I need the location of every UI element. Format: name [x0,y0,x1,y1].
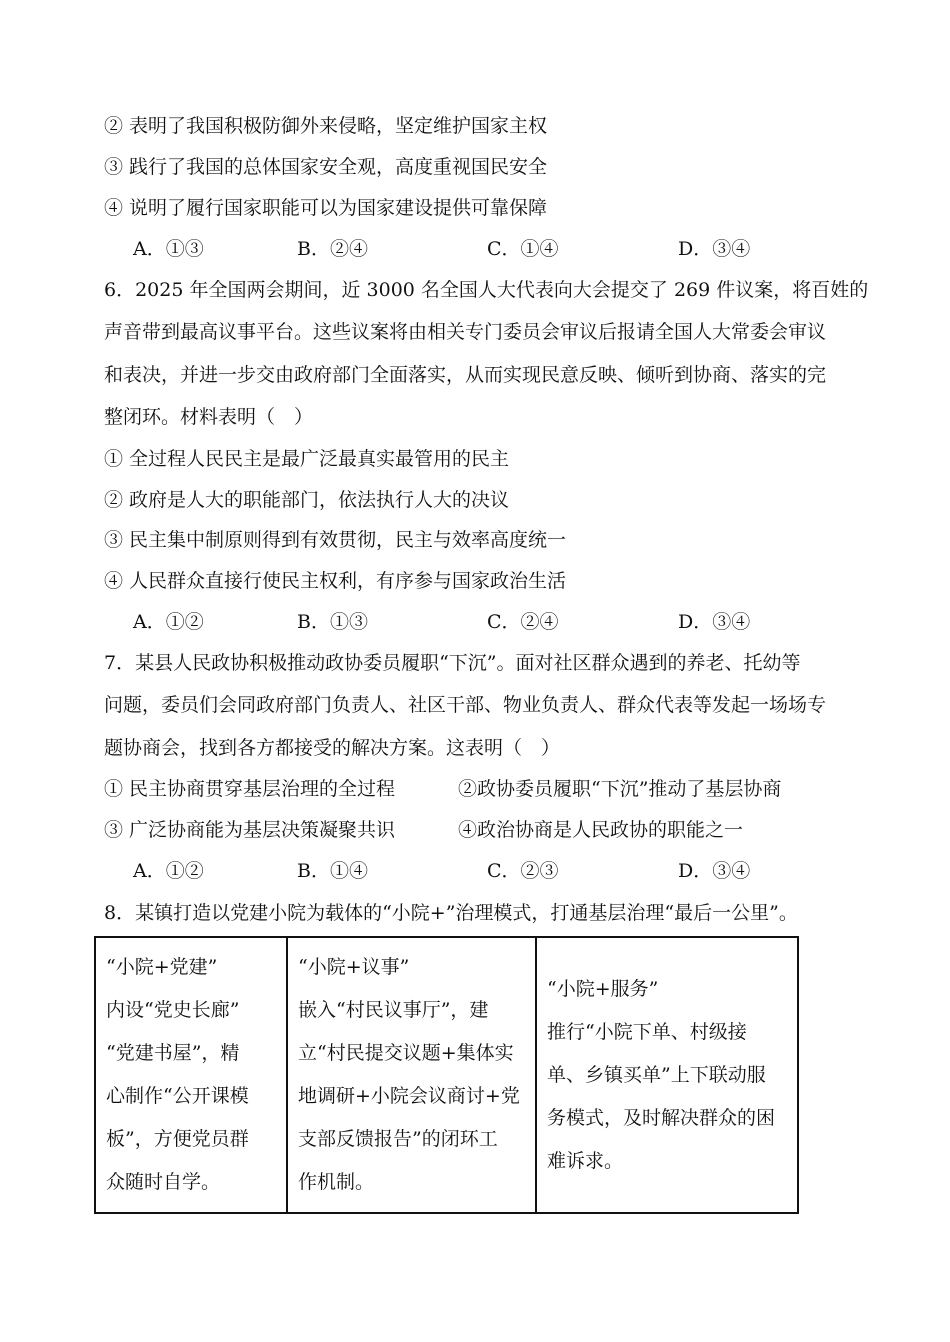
q8-table [94,936,799,1214]
q6-stem-line: 6．2025 年全国两会期间，近 3000 名全国人大代表向大会提交了 269 件议案，将百姓的 [104,279,869,301]
cell-line: 内设“党史长廊” [106,999,240,1021]
q5-statement-2: ② 表明了我国积极防御外来侵略，坚定维护国家主权 [104,115,548,137]
q7-statement-3: ③ 广泛协商能为基层决策凝聚共识 [104,819,396,841]
q7-option-a[interactable]: A．①② [133,860,204,882]
cell-line: “小院+党建” [106,956,218,978]
q6-stem-line: 声音带到最高议事平台。这些议案将由相关专门委员会审议后报请全国人大常委会审议 [104,321,827,343]
cell-line: 务模式，及时解决群众的困 [547,1106,776,1129]
q7-statement-2: ②政协委员履职“下沉”推动了基层协商 [458,778,782,800]
q6-statement-2: ② 政府是人大的职能部门，依法执行人大的决议 [104,489,510,511]
q8-stem: 8．某镇打造以党建小院为载体的“小院+”治理模式，打通基层治理“最后一公里”。 [104,902,798,924]
q7-statement-4: ④政治协商是人民政协的职能之一 [458,819,744,841]
q7-stem-line: 题协商会，找到各方都接受的解决方案。这表明（ ） [104,737,561,759]
table-cell-service [536,937,798,1213]
q6-stem-line: 和表决，并进一步交由政府部门全面落实，从而实现民意反映、倾听到协商、落实的完 [104,364,827,386]
q7-option-c[interactable]: C．②③ [487,860,559,882]
cell-line: 嵌入“村民议事厅”，建 [298,999,489,1021]
q5-statement-4: ④ 说明了履行国家职能可以为国家建设提供可靠保障 [104,197,548,219]
cell-line: 板”，方便党员群 [106,1128,249,1150]
table-row [95,937,798,1213]
q5-statement-3: ③ 践行了我国的总体国家安全观，高度重视国民安全 [104,156,548,178]
cell-line: 难诉求。 [547,1149,624,1172]
q7-option-b[interactable]: B．①④ [297,860,368,882]
q5-option-c[interactable]: C．①④ [487,238,559,260]
q6-statement-4: ④ 人民群众直接行使民主权利，有序参与国家政治生活 [104,570,567,592]
q6-statement-1: ① 全过程人民民主是最广泛最真实最管用的民主 [104,448,510,470]
cell-line: “小院+议事” [298,956,410,978]
q6-option-b[interactable]: B．①③ [297,611,368,633]
q7-stem-line: 问题，委员们会同政府部门负责人、社区干部、物业负责人、群众代表等发起一场场专 [104,694,827,716]
q5-option-d[interactable]: D．③④ [678,238,751,260]
q6-option-a[interactable]: A．①② [133,611,204,633]
q6-statement-3: ③ 民主集中制原则得到有效贯彻，民主与效率高度统一 [104,529,567,551]
cell-line: 地调研+小院会议商讨+党 [298,1085,520,1107]
q6-option-d[interactable]: D．③④ [678,611,751,633]
cell-line: 单、乡镇买单”上下联动服 [547,1063,766,1086]
q6-option-c[interactable]: C．②④ [487,611,559,633]
cell-line: 推行“小院下单、村级接 [547,1020,747,1043]
cell-line: 支部反馈报告”的闭环工 [298,1128,498,1150]
cell-line: “小院+服务” [547,977,659,1000]
cell-line: 心制作“公开课模 [106,1085,249,1107]
q7-statement-1: ① 民主协商贯穿基层治理的全过程 [104,778,396,800]
table-cell-deliberation [287,937,536,1213]
cell-line: 众随时自学。 [106,1171,221,1193]
table-cell-party-building [95,937,287,1213]
cell-line: “党建书屋”，精 [106,1042,240,1064]
q7-stem-line: 7．某县人民政协积极推动政协委员履职“下沉”。面对社区群众遇到的养老、托幼等 [104,652,801,674]
q7-option-d[interactable]: D．③④ [678,860,751,882]
q5-option-a[interactable]: A．①③ [133,238,204,260]
cell-line: 立“村民提交议题+集体实 [298,1042,514,1064]
q6-stem-line: 整闭环。材料表明（ ） [104,406,314,428]
cell-line: 作机制。 [298,1171,375,1193]
q5-option-b[interactable]: B．②④ [297,238,368,260]
